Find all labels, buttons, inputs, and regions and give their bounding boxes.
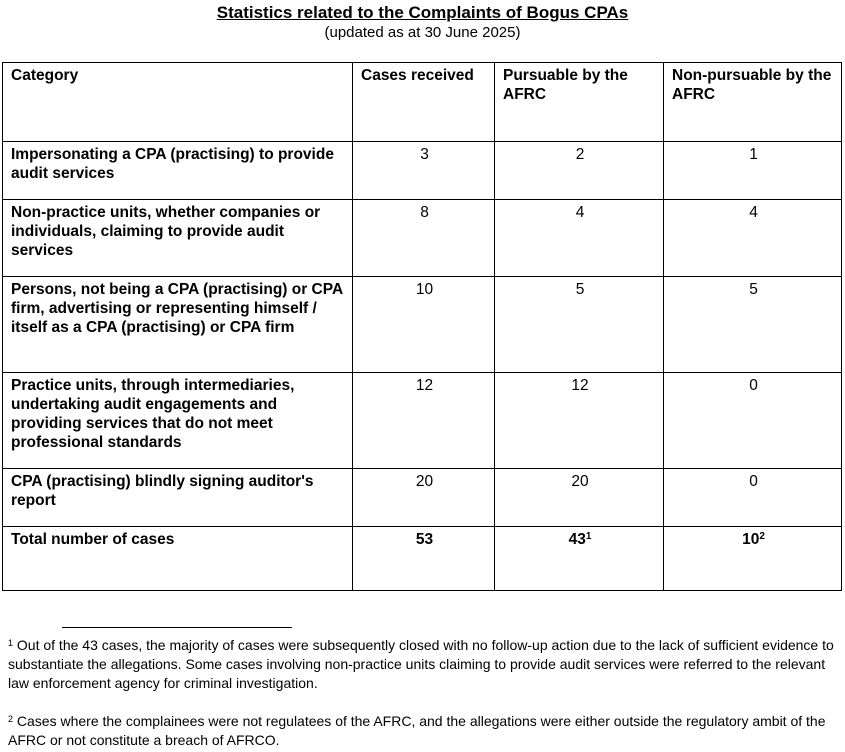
footnote-marker: 1 (8, 638, 14, 648)
complaints-statistics-table (2, 62, 842, 591)
footnote-ref-2: 2 (759, 531, 765, 542)
footnote-1 (8, 636, 840, 693)
table-row (3, 469, 842, 527)
row-category: CPA (practising) blindly signing auditor's report (3, 469, 353, 527)
total-non-pursuable (664, 527, 842, 591)
row-non-pursuable: 4 (664, 200, 842, 277)
row-non-pursuable: 1 (664, 142, 842, 200)
table-row (3, 373, 842, 469)
row-non-pursuable: 0 (664, 469, 842, 527)
row-cases-received: 10 (353, 277, 495, 373)
table-row (3, 277, 842, 373)
footnote-text: Out of the 43 cases, the majority of cases were subsequently closed with no follow-up action due to the lack of sufficient evidence to substantiate the allegations. Some cases involving non-practice units claiming to provide audit services were referred to the relevant law enforcement agency for criminal investigation. (8, 637, 834, 691)
header-pursuable: Pursuable by the AFRC (495, 63, 664, 142)
total-pursuable-value: 43 (568, 531, 586, 548)
footnote-ref-1: 1 (585, 531, 592, 542)
row-pursuable: 2 (495, 142, 664, 200)
row-non-pursuable: 5 (664, 277, 842, 373)
header-cases-received: Cases received (353, 63, 495, 142)
footnote-2 (8, 712, 840, 750)
page-subtitle: (updated as at 30 June 2025) (324, 24, 521, 41)
total-non-pursuable-value: 10 (742, 531, 760, 548)
page-title: Statistics related to the Complaints of Bogus CPAs (216, 3, 629, 22)
row-non-pursuable: 0 (664, 373, 842, 469)
row-category: Impersonating a CPA (practising) to provide audit services (3, 142, 353, 200)
row-cases-received: 3 (353, 142, 495, 200)
table-row (3, 142, 842, 200)
header-category: Category (3, 63, 353, 142)
total-category: Total number of cases (3, 527, 353, 591)
row-pursuable: 20 (495, 469, 664, 527)
row-pursuable: 4 (495, 200, 664, 277)
row-pursuable: 5 (495, 277, 664, 373)
row-cases-received: 12 (353, 373, 495, 469)
total-pursuable (495, 527, 664, 591)
footnote-text: Cases where the complainees were not regulatees of the AFRC, and the allegations were either outside the regulatory ambit of the AFRC or not constitute a breach of AFRCO. (8, 713, 826, 748)
table-row (3, 200, 842, 277)
row-pursuable: 12 (495, 373, 664, 469)
row-category: Persons, not being a CPA (practising) or CPA firm, advertising or representing himself / itself as a CPA (practising) or CPA firm (3, 277, 353, 373)
row-category: Practice units, through intermediaries, undertaking audit engagements and providing services that do not meet professional standards (3, 373, 353, 469)
row-cases-received: 20 (353, 469, 495, 527)
footnote-marker: 2 (8, 714, 14, 724)
row-cases-received: 8 (353, 200, 495, 277)
total-row (3, 527, 842, 591)
row-category: Non-practice units, whether companies or individuals, claiming to provide audit services (3, 200, 353, 277)
total-cases-received: 53 (353, 527, 495, 591)
footnote-separator (62, 627, 292, 628)
table-header-row (3, 63, 842, 142)
header-non-pursuable: Non-pursuable by the AFRC (664, 63, 842, 142)
